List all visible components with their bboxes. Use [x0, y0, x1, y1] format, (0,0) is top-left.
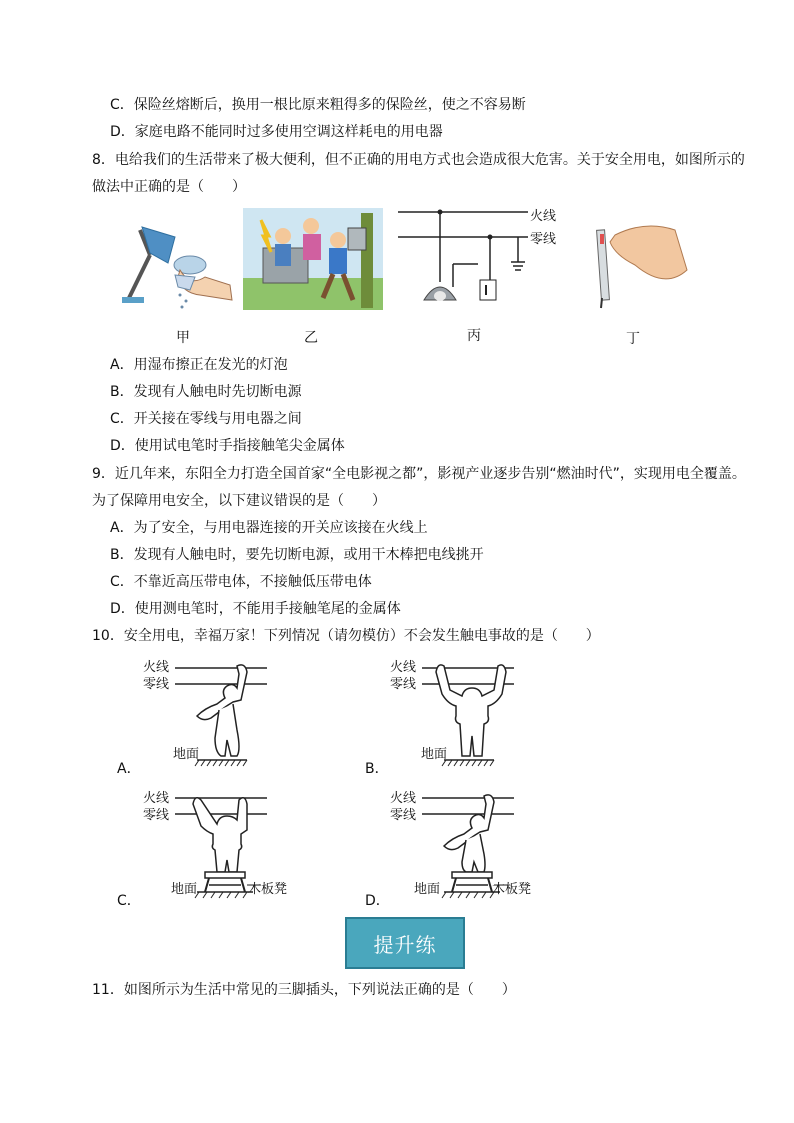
prev-option-c: C．保险丝熔断后，换用一根比原来粗得多的保险丝，使之不容易断 [110, 97, 526, 113]
q8-caption-yi: 乙 [304, 330, 318, 346]
q9-option-a: A．为了安全，与用电器连接的开关应该接在火线上 [110, 520, 428, 536]
q9-option-d: D．使用测电笔时，不能用手接触笔尾的金属体 [110, 601, 401, 617]
q8-option-c: C．开关接在零线与用电器之间 [110, 411, 302, 427]
q10-stem: 10．安全用电，幸福万家！下列情况（请勿模仿）不会发生触电事故的是（ ） [92, 628, 600, 644]
q10-c-neutral-label: 零线 [143, 808, 170, 823]
q10-c-fire-label: 火线 [143, 791, 170, 806]
q8-neutral-wire-label: 零线 [530, 232, 557, 247]
q8-stem-line1: 8．电给我们的生活带来了极大便利，但不正确的用电方式也会造成很大危害。关于安全用电，如图所示的 [92, 152, 745, 168]
q10-d-ground-label: 地面 [414, 882, 441, 897]
q10-a-fire-label: 火线 [143, 660, 170, 675]
q8-stem-line2: 做法中正确的是（ ） [92, 179, 246, 195]
q8-fire-wire-label: 火线 [530, 209, 557, 224]
section-tishenglian-button: 提升练 [345, 917, 465, 969]
q8-caption-bing: 丙 [467, 328, 481, 344]
rescue-scene-figure [243, 208, 383, 310]
q11-stem: 11．如图所示为生活中常见的三脚插头，下列说法正确的是（ ） [92, 982, 516, 998]
test-pen-figure [585, 210, 690, 310]
q9-stem-line1: 9．近几年来，东阳全力打造全国首家“全电影视之都”，影视产业逐步告别“燃油时代”，实现用电全覆盖。 [92, 466, 746, 482]
q9-option-b: B．发现有人触电时，要先切断电源，或用干木棒把电线挑开 [110, 547, 484, 563]
q10-a-neutral-label: 零线 [143, 677, 170, 692]
q9-stem-line2: 为了保障用电安全，以下建议错误的是（ ） [92, 493, 386, 509]
q10-b-neutral-label: 零线 [390, 677, 417, 692]
q10-option-b-letter: B． [365, 761, 389, 777]
q10-d-neutral-label: 零线 [390, 808, 417, 823]
q10-c-ground-label: 地面 [171, 882, 198, 897]
q8-option-b: B．发现有人触电时先切断电源 [110, 384, 302, 400]
q10-b-fire-label: 火线 [390, 660, 417, 675]
q10-d-stool-label: 木板凳 [492, 882, 532, 897]
q10-option-a-letter: A． [117, 761, 141, 777]
q10-b-ground-label: 地面 [421, 747, 448, 762]
q10-d-fire-label: 火线 [390, 791, 417, 806]
q10-c-stool-label: 木板凳 [248, 882, 288, 897]
lamp-wet-cloth-figure [120, 215, 235, 310]
q8-option-a: A．用湿布擦正在发光的灯泡 [110, 357, 288, 373]
q8-caption-jia: 甲 [176, 330, 190, 346]
q9-option-c: C．不靠近高压带电体，不接触低压带电体 [110, 574, 372, 590]
q10-a-ground-label: 地面 [173, 747, 200, 762]
q10-option-d-letter: D． [365, 893, 390, 909]
circuit-switch-figure [398, 202, 528, 307]
prev-option-d: D．家庭电路不能同时过多使用空调这样耗电的用电器 [110, 124, 443, 140]
q8-option-d: D．使用试电笔时手指接触笔尖金属体 [110, 438, 345, 454]
q8-caption-ding: 丁 [626, 331, 640, 347]
q10-option-c-letter: C． [117, 893, 141, 909]
